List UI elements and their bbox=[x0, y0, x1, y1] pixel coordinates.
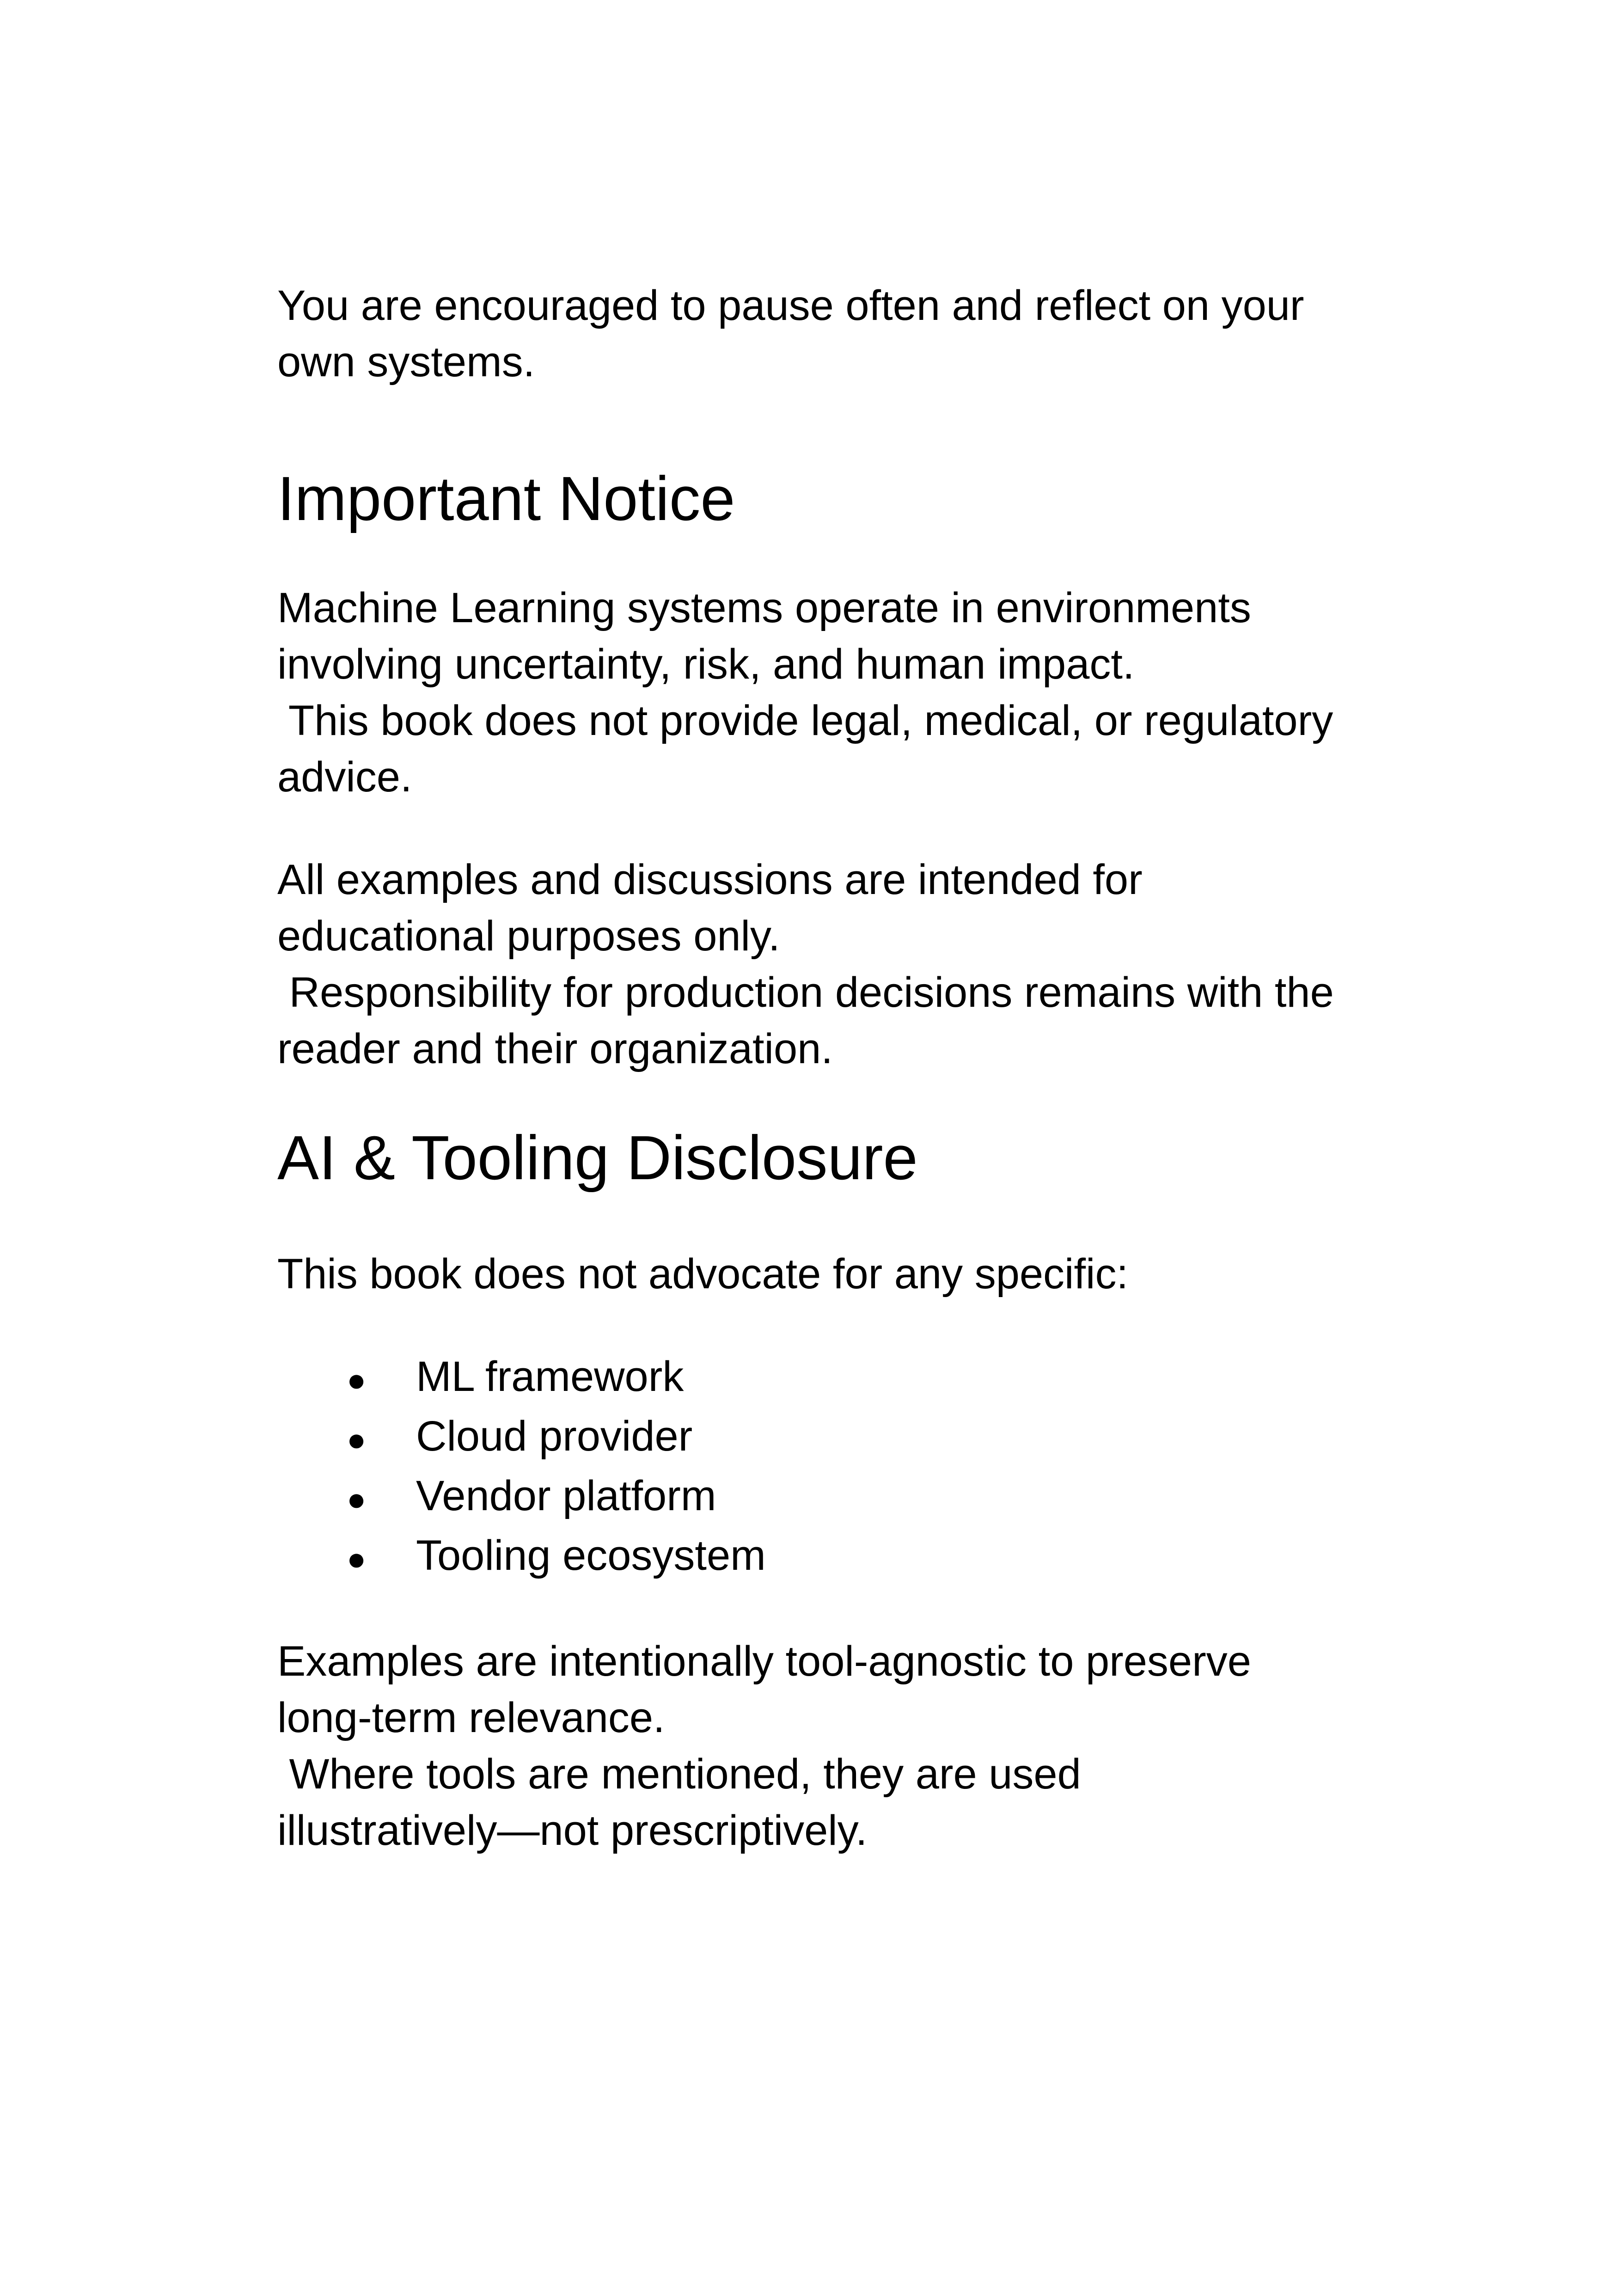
important-notice-heading: Important Notice bbox=[277, 464, 735, 533]
paragraph-line: reader and their organization. bbox=[277, 1025, 833, 1072]
paragraph-line: own systems. bbox=[277, 338, 535, 386]
list-item bbox=[277, 1468, 1363, 1527]
paragraph-line: All examples and discussions are intended for bbox=[277, 856, 1143, 903]
bullet-icon: ● bbox=[347, 1421, 367, 1457]
paragraph-line: This book does not provide legal, medical, or regulatory bbox=[277, 697, 1333, 744]
intro-paragraph bbox=[277, 277, 1363, 390]
tooling-disclosure-heading: AI & Tooling Disclosure bbox=[277, 1123, 918, 1193]
list-item-label: Tooling ecosystem bbox=[416, 1532, 766, 1579]
list-item-label: Vendor platform bbox=[416, 1472, 716, 1519]
list-item bbox=[277, 1348, 1363, 1408]
paragraph-line: illustratively—not prescriptively. bbox=[277, 1807, 868, 1854]
tooling-intro-paragraph: This book does not advocate for any specific: bbox=[277, 1250, 1129, 1298]
bullet-icon: ● bbox=[347, 1541, 367, 1577]
page-content bbox=[277, 277, 1363, 1859]
paragraph-line: educational purposes only. bbox=[277, 912, 780, 960]
list-item-label: ML framework bbox=[416, 1353, 684, 1400]
list-item-label: Cloud provider bbox=[416, 1413, 693, 1460]
tooling-closing-paragraph bbox=[277, 1633, 1363, 1859]
paragraph-line: advice. bbox=[277, 753, 412, 801]
paragraph-line: Responsibility for production decisions remains with the bbox=[277, 969, 1334, 1016]
notice-paragraph-1 bbox=[277, 580, 1363, 805]
list-item bbox=[277, 1408, 1363, 1468]
list-item bbox=[277, 1527, 1363, 1587]
paragraph-line: Machine Learning systems operate in environments bbox=[277, 584, 1251, 631]
paragraph-line: Examples are intentionally tool-agnostic to preserve bbox=[277, 1638, 1251, 1685]
notice-paragraph-2 bbox=[277, 851, 1363, 1077]
bullet-list bbox=[277, 1348, 1363, 1587]
paragraph-line: Where tools are mentioned, they are used bbox=[277, 1751, 1081, 1798]
paragraph-line: involving uncertainty, risk, and human impact. bbox=[277, 641, 1135, 688]
bullet-icon: ● bbox=[347, 1362, 367, 1398]
bullet-icon: ● bbox=[347, 1481, 367, 1517]
paragraph-line: long-term relevance. bbox=[277, 1694, 665, 1741]
paragraph-line: You are encouraged to pause often and reflect on your bbox=[277, 282, 1304, 329]
